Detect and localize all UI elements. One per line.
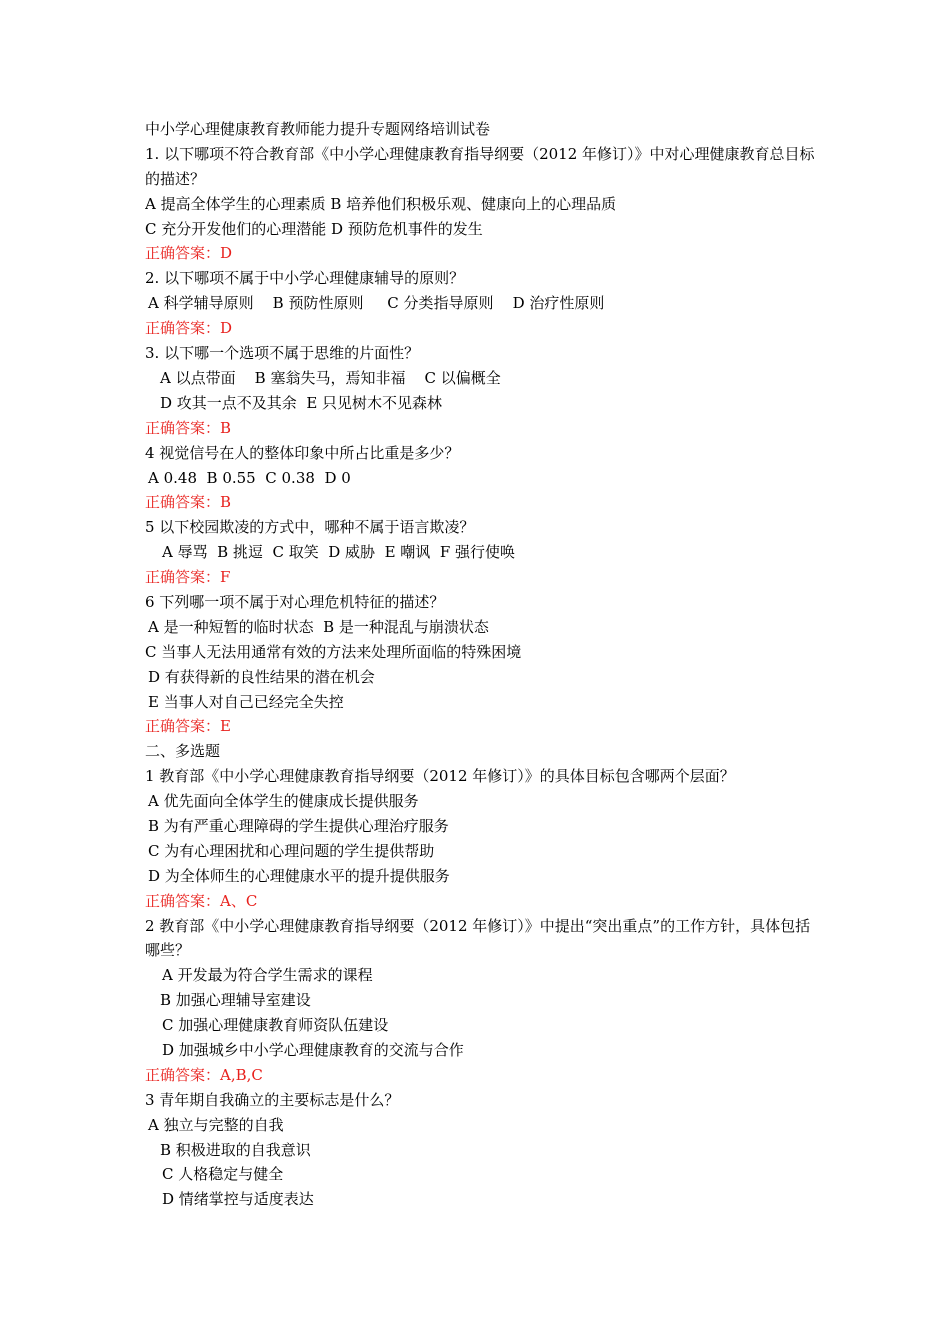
question-stem: 1. 以下哪项不符合教育部《中小学心理健康教育指导纲要（2012 年修订）》中对心理健康教育总目标的描述？ [145, 144, 815, 188]
question-options: B 积极进取的自我意识 [160, 1140, 311, 1159]
correct-answer: 正确答案：B [145, 493, 232, 512]
multi-question-2 [145, 914, 825, 1088]
question-5 [145, 515, 825, 590]
document-title: 中小学心理健康教育教师能力提升专题网络培训试卷 [145, 120, 491, 138]
question-options: A 优先面向全体学生的健康成长提供服务 [148, 792, 419, 811]
question-options: D 为全体师生的心理健康水平的提升提供服务 [148, 866, 450, 885]
correct-answer: 正确答案：D [145, 319, 233, 338]
question-options: A 0.48 B 0.55 C 0.38 D 0 [148, 468, 351, 487]
question-options: D 加强城乡中小学心理健康教育的交流与合作 [162, 1041, 464, 1060]
question-options: C 充分开发他们的心理潜能 D 预防危机事件的发生 [145, 219, 483, 238]
question-options: D 有获得新的良性结果的潜在机会 [148, 667, 375, 686]
question-options: D 攻其一点不及其余 E 只见树木不见森林 [160, 393, 443, 412]
correct-answer: 正确答案：F [145, 568, 231, 587]
question-6 [145, 590, 825, 739]
question-options: A 辱骂 B 挑逗 C 取笑 D 威胁 E 嘲讽 F 强行使唤 [162, 543, 516, 562]
question-options: A 提高全体学生的心理素质 B 培养他们积极乐观、健康向上的心理品质 [145, 194, 617, 213]
question-stem: 4 视觉信号在人的整体印象中所占比重是多少？ [145, 443, 460, 462]
question-options: C 当事人无法用通常有效的方法来处理所面临的特殊困境 [145, 642, 522, 661]
question-3 [145, 341, 825, 441]
question-options: A 以点带面 B 塞翁失马，焉知非福 C 以偏概全 [160, 368, 501, 387]
correct-answer: 正确答案：E [145, 717, 231, 736]
question-options: C 加强心理健康教育师资队伍建设 [162, 1016, 389, 1035]
question-options: A 开发最为符合学生需求的课程 [162, 966, 373, 985]
question-stem: 2 教育部《中小学心理健康教育指导纲要（2012 年修订）》中提出“突出重点”的工作方针，具体包括哪些？ [145, 916, 811, 960]
question-stem: 2. 以下哪项不属于中小学心理健康辅导的原则？ [145, 269, 465, 288]
question-1 [145, 142, 825, 266]
question-options: D 情绪掌控与适度表达 [162, 1190, 314, 1209]
question-options: E 当事人对自己已经完全失控 [148, 692, 344, 711]
question-options: B 为有严重心理障碍的学生提供心理治疗服务 [148, 816, 449, 835]
exam-document [145, 117, 825, 1212]
multi-question-1 [145, 764, 825, 913]
question-options: C 人格稳定与健全 [162, 1165, 284, 1184]
correct-answer: 正确答案：D [145, 244, 233, 263]
question-options: A 是一种短暂的临时状态 B 是一种混乱与崩溃状态 [148, 617, 489, 636]
question-stem: 6 下列哪一项不属于对心理危机特征的描述？ [145, 592, 445, 611]
question-stem: 1 教育部《中小学心理健康教育指导纲要（2012 年修订）》的具体目标包含哪两个层面？ [145, 767, 735, 786]
multi-question-3 [145, 1088, 825, 1212]
correct-answer: 正确答案：A,B,C [145, 1065, 263, 1084]
question-options: B 加强心理辅导室建设 [160, 991, 311, 1010]
correct-answer: 正确答案：B [145, 418, 232, 437]
correct-answer: 正确答案：A、C [145, 891, 258, 910]
question-2 [145, 266, 825, 341]
question-options: A 独立与完整的自我 [148, 1115, 284, 1134]
section-heading: 二、多选题 [145, 742, 221, 761]
question-4 [145, 441, 825, 516]
question-options: A 科学辅导原则 B 预防性原则 C 分类指导原则 D 治疗性原则 [148, 294, 605, 313]
question-stem: 3. 以下哪一个选项不属于思维的片面性？ [145, 344, 420, 363]
question-options: C 为有心理困扰和心理问题的学生提供帮助 [148, 841, 435, 860]
question-stem: 5 以下校园欺凌的方式中，哪种不属于语言欺凌？ [145, 518, 475, 537]
question-stem: 3 青年期自我确立的主要标志是什么？ [145, 1090, 400, 1109]
